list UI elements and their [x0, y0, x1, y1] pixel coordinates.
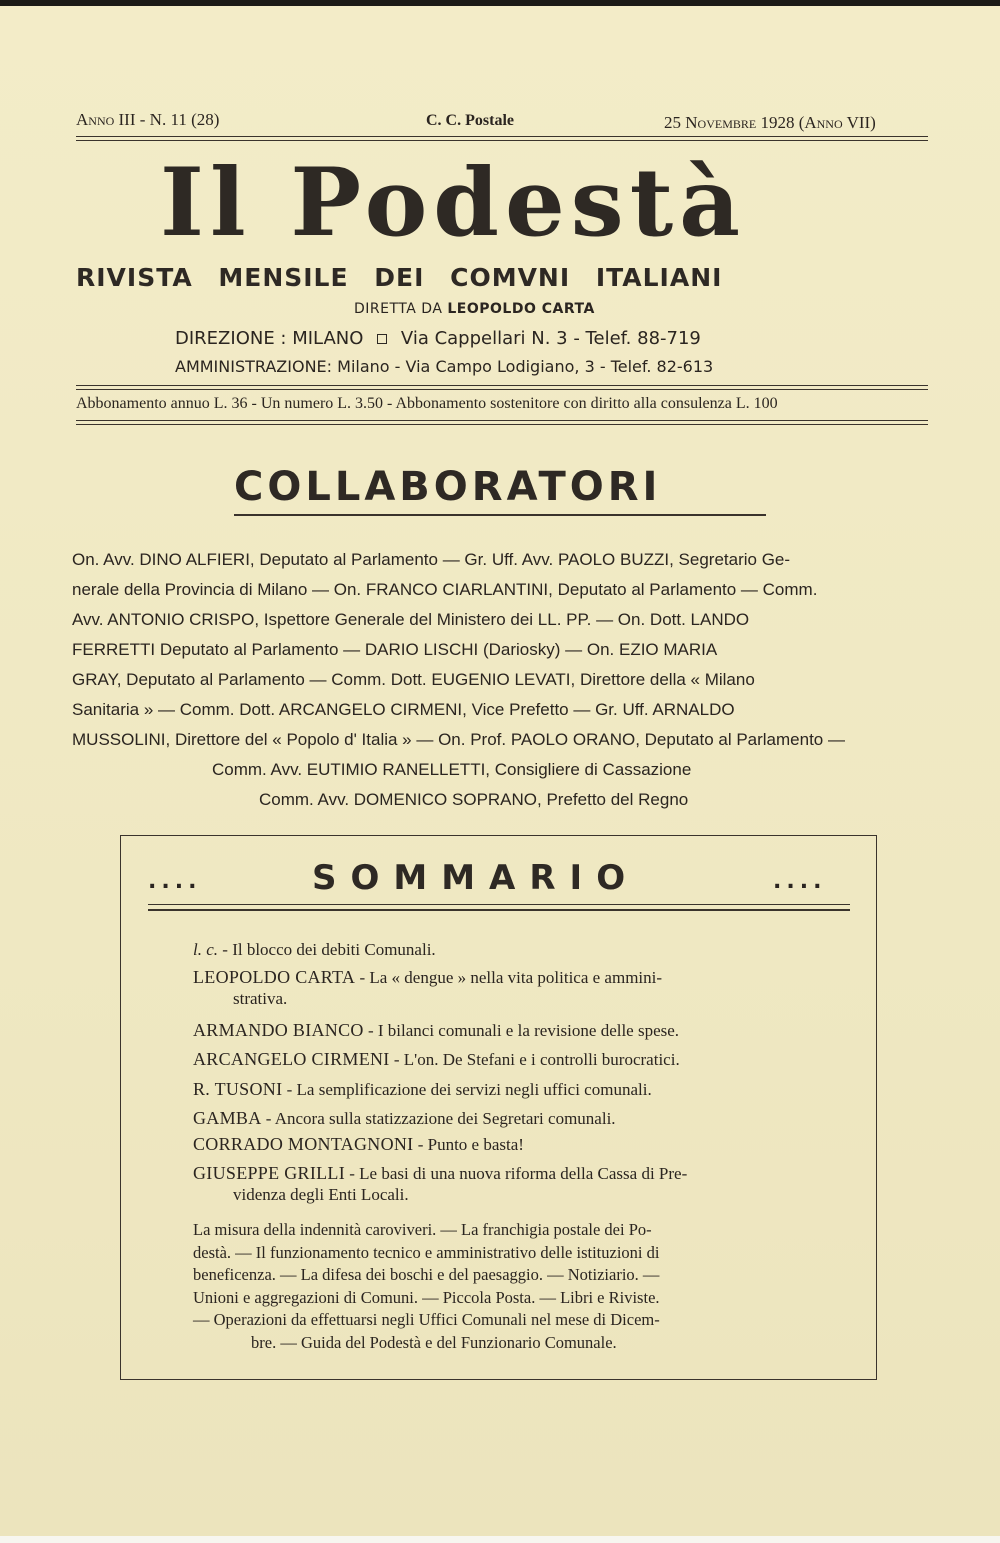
toc-author: ARCANGELO CIRMENI [193, 1049, 390, 1069]
toc-entry [193, 1134, 524, 1155]
collaboratori-line: MUSSOLINI, Direttore del « Popolo d' Italia » — On. Prof. PAOLO ORANO, Deputato al Parlamento — [72, 730, 845, 749]
collaboratori-underline [234, 514, 766, 516]
collaboratori-line: Comm. Avv. DOMENICO SOPRANO, Prefetto del Regno [259, 790, 689, 809]
toc-title: - Il blocco dei debiti Comunali. [222, 940, 436, 959]
toc-author: LEOPOLDO CARTA [193, 967, 356, 987]
toc-author: R. TUSONI [193, 1079, 283, 1099]
toc-title: - L'on. De Stefani e i controlli burocratici. [393, 1050, 680, 1069]
toc-entry [193, 967, 662, 1009]
collaboratori-line: nerale della Provincia di Milano — On. FRANCO CIARLANTINI, Deputato al Parlamento — Comm. [72, 580, 818, 599]
misc-line: beneficenza. — La difesa dei boschi e del paesaggio. — Notiziario. — [193, 1265, 660, 1284]
collaboratori-line: FERRETTI Deputato al Parlamento — DARIO LISCHI (Dariosky) — On. EZIO MARIA [72, 640, 718, 659]
misc-line: bre. — Guida del Podestà e del Funzionario Comunale. [251, 1332, 617, 1352]
direzione-line [175, 328, 701, 349]
top-scan-edge [0, 0, 1000, 6]
toc-author: l. c. [193, 940, 219, 959]
magazine-subtitle: RIVISTA MENSILE DEI COMVNI ITALIANI [76, 263, 723, 292]
subscription-rule-bottom-1 [76, 420, 928, 421]
toc-entry [193, 1163, 687, 1205]
amministrazione-line: AMMINISTRAZIONE: Milano - Via Campo Lodigiano, 3 - Telef. 82-613 [175, 357, 714, 376]
collaboratori-line: Comm. Avv. EUTIMIO RANELLETTI, Consigliere di Cassazione [212, 760, 692, 779]
subscription-rule-top-2 [76, 389, 928, 390]
bottom-scan-edge [0, 1536, 1000, 1543]
sommario-heading: SOMMARIO [312, 858, 640, 898]
toc-author: GAMBA [193, 1108, 262, 1128]
toc-title-continuation: videnza degli Enti Locali. [233, 1185, 409, 1204]
collaboratori-line: Sanitaria » — Comm. Dott. ARCANGELO CIRMENI, Vice Prefetto — Gr. Uff. ARNALDO [72, 700, 735, 719]
toc-title-continuation: strativa. [233, 989, 288, 1008]
toc-author: ARMANDO BIANCO [193, 1020, 364, 1040]
dots-left: .... [148, 869, 202, 894]
issue-date: 25 Novembre 1928 (Anno VII) [664, 113, 876, 132]
issue-number: Anno III - N. 11 (28) [76, 110, 220, 129]
square-ornament-icon [377, 334, 387, 344]
collaboratori-line: GRAY, Deputato al Parlamento — Comm. Dott. EUGENIO LEVATI, Direttore della « Milano [72, 670, 755, 689]
toc-entry [193, 939, 436, 960]
toc-title: - I bilanci comunali e la revisione delle spese. [367, 1021, 680, 1040]
misc-line: Unioni e aggregazioni di Comuni. — Piccola Posta. — Libri e Riviste. [193, 1287, 660, 1307]
subscription-rule-top-1 [76, 385, 928, 386]
collaboratori-line: Avv. ANTONIO CRISPO, Ispettore Generale del Ministero dei LL. PP. — On. Dott. LANDO [72, 610, 750, 629]
header-rule-2 [76, 140, 928, 141]
subscription-info: Abbonamento annuo L. 36 - Un numero L. 3.50 - Abbonamento sostenitore con diritto alla consulenza L. 100 [76, 395, 778, 412]
toc-author: GIUSEPPE GRILLI [193, 1163, 345, 1183]
director-name: LEOPOLDO CARTA [447, 301, 595, 317]
toc-entry [193, 1020, 679, 1041]
toc-title: - Le basi di una nuova riforma della Cassa di Pre- [349, 1164, 688, 1183]
sommario-rule-2 [148, 909, 850, 911]
direzione-label: DIREZIONE : MILANO [175, 328, 364, 349]
collaboratori-line: On. Avv. DINO ALFIERI, Deputato al Parlamento — Gr. Uff. Avv. PAOLO BUZZI, Segretario Ge- [72, 550, 791, 569]
misc-line: La misura della indennità caroviveri. — La franchigia postale dei Po- [193, 1220, 652, 1239]
toc-author: CORRADO MONTAGNONI [193, 1134, 414, 1154]
dots-right: .... [773, 869, 827, 894]
postal-account: C. C. Postale [426, 112, 514, 129]
misc-line: destà. — Il funzionamento tecnico e amministrativo delle istituzioni di [193, 1242, 660, 1262]
collaboratori-list [72, 545, 932, 815]
directed-by-label: DIRETTA DA [354, 301, 443, 317]
toc-title: - La « dengue » nella vita politica e ammini- [359, 968, 663, 987]
direzione-address: Via Cappellari N. 3 - Telef. 88-719 [400, 328, 701, 349]
director-line [354, 301, 595, 317]
toc-title: - Ancora sulla statizzazione dei Segretari comunali. [265, 1109, 616, 1128]
misc-line: — Operazioni da effettuarsi negli Uffici Comunali nel mese di Dicem- [193, 1310, 660, 1329]
subscription-rule-bottom-2 [76, 424, 928, 425]
magazine-title: Il Podestà [160, 148, 747, 258]
sommario-rule-1 [148, 904, 850, 905]
toc-entry [193, 1079, 652, 1100]
toc-entry [193, 1108, 616, 1129]
toc-title: - Punto e basta! [417, 1135, 524, 1154]
collaboratori-heading: COLLABORATORI [234, 464, 662, 510]
toc-entry [193, 1049, 680, 1070]
toc-title: - La semplificazione dei servizi negli uffici comunali. [286, 1080, 652, 1099]
sommario-misc [193, 1219, 660, 1354]
header-rule-1 [76, 136, 928, 137]
